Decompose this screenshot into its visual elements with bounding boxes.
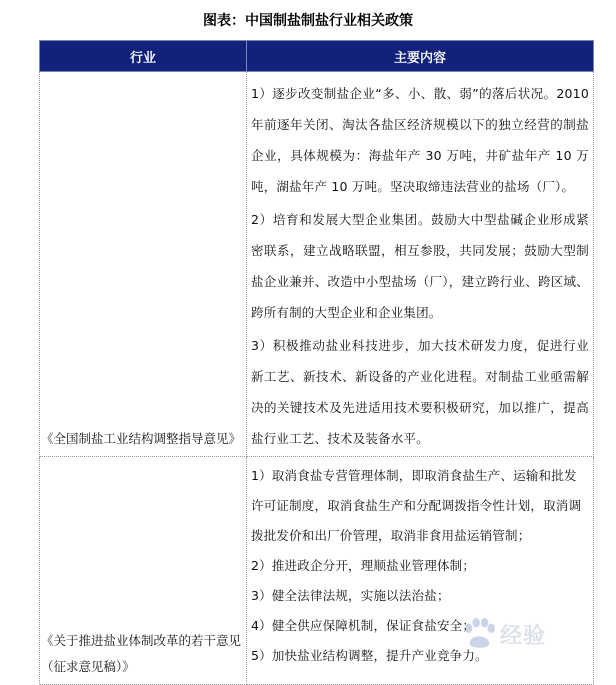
policy-item: 3）健全法律法规，实施以法治盐；: [251, 588, 450, 603]
table-header-row: [40, 41, 594, 72]
policy-item: 1）取消食盐专营管理体制，即取消食盐生产、运输和批发许可证制度，取消食盐生产和分配调拨指令性计划，取消调拨批发价和出厂价管理，取消非食用盐运销管制；: [251, 468, 582, 543]
header-industry: 行业: [40, 41, 247, 72]
policy-table: [39, 40, 594, 685]
policy-item: 2）推进政企分开，理顺盐业管理体制；: [251, 558, 476, 573]
policy-item: 5）加快盐业结构调整，提升产业竞争力。: [251, 648, 488, 663]
industry-name: 《全国制盐工业结构调整指导意见》: [41, 431, 242, 446]
page-title: 图表：中国制盐制盐行业相关政策: [203, 13, 413, 29]
industry-name: 《关于推进盐业体制改革的若干意见（征求意见稿）》: [41, 633, 242, 674]
watermark-text: 经验: [500, 623, 547, 649]
industry-cell: [40, 72, 247, 457]
content-cell: [247, 72, 594, 457]
industry-cell: [40, 457, 247, 685]
policy-paragraph: 2）培育和发展大型企业集团。鼓励大中型盐碱企业形成紧密联系，建立战略联盟，相互参股，共同发展；鼓励大型制盐企业兼并、改造中小型盐场（厂），建立跨行业、跨区域、跨所有制的大型企业和企业集团。: [251, 212, 589, 320]
policy-paragraph: 3）积极推动盐业科技进步，加大技术研发力度，促进行业新工艺、新技术、新设备的产业化进程。对制盐工业亟需解决的关键技术及先进适用技术要积极研究，加以推广，提高盐行业工艺、技术及装备水平。: [251, 338, 589, 446]
header-main-content: 主要内容: [247, 41, 594, 72]
table-row: [40, 457, 594, 685]
policy-item: 4）健全供应保障机制，保证食盐安全；: [251, 618, 476, 633]
table-row: [40, 72, 594, 457]
content-cell: [247, 457, 594, 685]
policy-paragraph: 1）逐步改变制盐企业“多、小、散、弱”的落后状况。2010年前逐年关闭、淘汰各盐区经济规模以下的独立经营的制盐企业，具体规模为：海盐年产 30 万吨，井矿盐年产 10 万吨，湖盐年产 10 万吨。坚决取缔违法营业的盐场（厂）。: [251, 86, 589, 194]
